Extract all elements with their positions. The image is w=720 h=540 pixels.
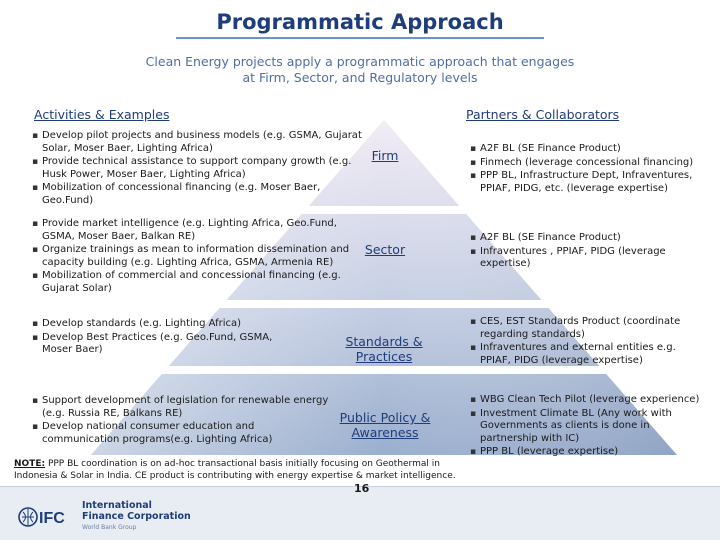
standards-activities: [32, 318, 282, 358]
list-item: ▪ Mobilization of concessional financing (e.g. Moser Baer, Geo.Fund): [32, 182, 372, 207]
note-label: NOTE:: [14, 459, 46, 469]
logo-name-1: International: [82, 500, 152, 511]
logo-sub: World Bank Group: [82, 524, 137, 531]
list-item: ▪ Develop national consumer education and communication programs(e.g. Lighting Africa): [32, 421, 332, 446]
partners-header: Partners & Collaborators: [466, 107, 620, 122]
ifc-logo-icon: [18, 504, 76, 530]
list-item: ▪ Develop Best Practices (e.g. Geo.Fund, GSMA, Moser Baer): [32, 332, 282, 357]
list-item: ▪ Provide technical assistance to support company growth (e.g. Husk Power, Moser Baer, Lighting Africa): [32, 156, 372, 181]
logo-letters: IFC: [39, 509, 65, 527]
list-item: ▪ Investment Climate BL (Any work with Governments as clients is done in partnership with IC): [470, 408, 706, 446]
list-item: ▪ Mobilization of commercial and concessional financing (e.g. Gujarat Solar): [32, 270, 350, 295]
logo-name-2: Finance Corporation: [82, 511, 191, 522]
list-item: ▪ Finmech (leverage concessional financing): [470, 157, 706, 170]
firm-partners: [470, 143, 706, 196]
list-item: ▪ Develop pilot projects and business models (e.g. GSMA, Gujarat Solar, Moser Baer, Lighting Africa): [32, 130, 372, 155]
list-item: ▪ A2F BL (SE Finance Product): [470, 143, 706, 156]
list-item: ▪ Infraventures , PPIAF, PIDG (leverage expertise): [470, 246, 706, 271]
sector-partners: [470, 232, 706, 272]
page-title: Programmatic Approach: [176, 10, 543, 39]
ifc-logo: [18, 500, 191, 533]
tier-label-sector: Sector: [364, 242, 406, 257]
list-item: ▪ CES, EST Standards Product (coordinate regarding standards): [470, 316, 706, 341]
band-2: [0, 300, 720, 308]
footnote: [14, 458, 464, 482]
tier-label-firm: Firm: [371, 148, 399, 163]
logo-text: [82, 500, 191, 533]
list-item: ▪ Support development of legislation for renewable energy (e.g. Russia RE, Balkans RE): [32, 395, 332, 420]
tier-label-policy: Public Policy & Awareness: [339, 410, 431, 440]
page-subtitle: Clean Energy projects apply a programmatic approach that engages at Firm, Sector, and Regulatory levels: [145, 54, 575, 85]
list-item: ▪ Infraventures and external entities e.g. PPIAF, PIDG (leverage expertise): [470, 342, 706, 367]
sector-activities: [32, 218, 350, 296]
list-item: ▪ A2F BL (SE Finance Product): [470, 232, 706, 245]
list-item: ▪ Provide market intelligence (e.g. Lighting Africa, Geo.Fund, GSMA, Moser Baer, Balkan RE): [32, 218, 350, 243]
activities-header: Activities & Examples: [34, 107, 170, 122]
standards-partners: [470, 316, 706, 368]
list-item: ▪ Organize trainings as mean to information dissemination and capacity building (e.g. Lighting Africa, GSMA, Armenia RE): [32, 244, 350, 269]
page-number: 16: [354, 482, 370, 495]
firm-activities: [32, 130, 372, 208]
note-text: PPP BL coordination is on ad-hoc transactional basis initially focusing on Geothermal in Indonesia & Solar in India. CE product is contributing with energy expertise & market intelligence.: [14, 459, 456, 481]
policy-partners: [470, 394, 706, 460]
list-item: ▪ Develop standards (e.g. Lighting Africa): [32, 318, 282, 331]
policy-activities: [32, 395, 332, 447]
list-item: ▪ PPP BL (leverage expertise): [470, 446, 706, 459]
tier-label-standards: Standards & Practices: [345, 334, 423, 364]
list-item: ▪ PPP BL, Infrastructure Dept, Infraventures, PPIAF, PIDG, etc. (leverage expertise): [470, 170, 706, 195]
list-item: ▪ WBG Clean Tech Pilot (leverage experience): [470, 394, 706, 407]
